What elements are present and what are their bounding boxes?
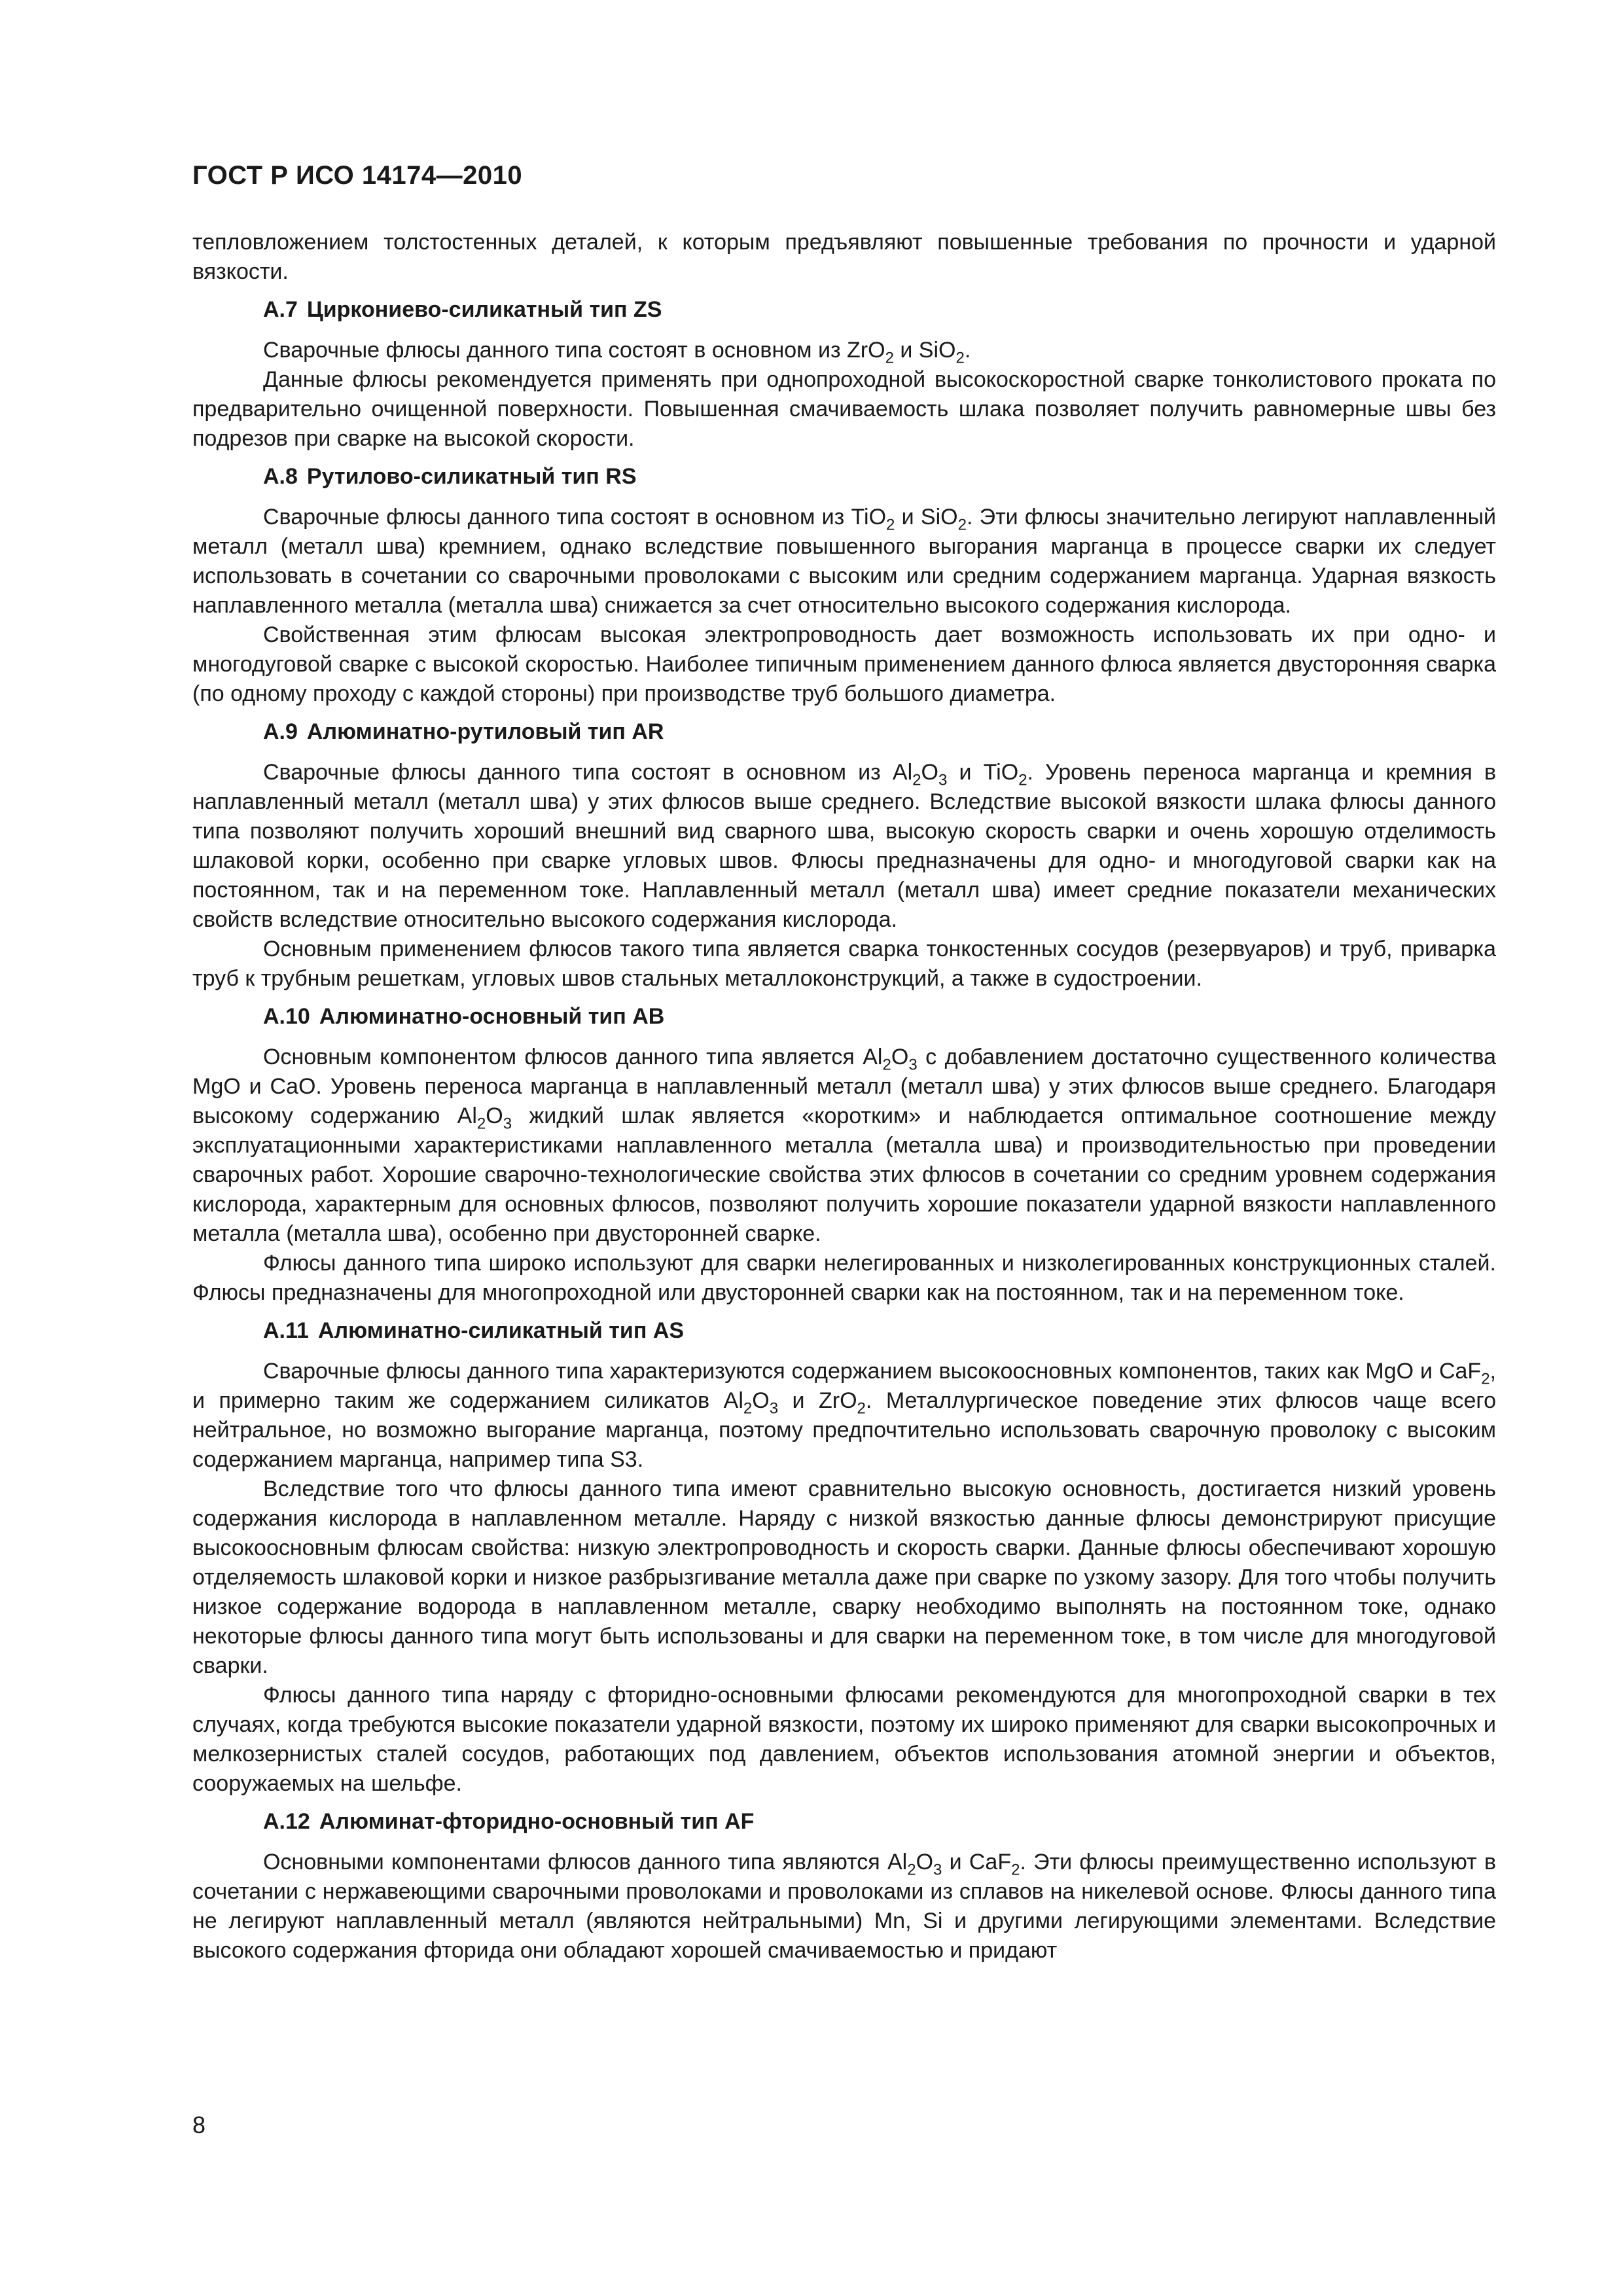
subscript: 2 xyxy=(857,1399,866,1418)
section-heading xyxy=(192,295,1496,325)
section-heading xyxy=(192,1807,1496,1837)
subscript: 3 xyxy=(503,1115,512,1133)
paragraph: Вследствие того что флюсы данного типа имеют сравнительно высокую основность, достигается низкий уровень содержания кислорода в наплавленном металле. Наряду с низкой вязкостью данные флюсы демонстрируют присущие высокоосновным флюсам свойства: низкую электропроводность и скорость сварки. Данные флюсы обеспечивают хорошую отделяемость шлаковой корки и низкое разбрызгивание металла даже при сварке по узкому зазору. Для того чтобы получить низкое содержание водорода в наплавленном металле, сварку необходимо выполнять на постоянном токе, однако некоторые флюсы данного типа могут быть использованы и для сварки на переменном токе, в том числе для многодуговой сварки. xyxy=(192,1477,1496,1678)
paragraph: Основными компонентами флюсов данного типа являются $Al_2O_3$ и CaF$_2$. Эти флюсы преимущественно используют в сочетании с нержавеющими сварочными проволоками и проволоками из сплавов на никелевой основе. Флюсы данного типа не легируют наплавленный металл (являются нейтральными) Mn, Si и другими легирующими элементами. Вследствие высокого содержания фторида они обладают хорошей смачиваемостью и придают xyxy=(192,1850,1497,1963)
section-number: А.9 xyxy=(263,719,298,744)
paragraph: Сварочные флюсы данного типа характеризуются содержанием высокоосновных компонентов, таких как MgO и CaF$_2$, и примерно таким же содержанием силикатов $Al_2O_3$ и ZrO$_2$. Металлургическое поведение этих флюсов чаще всего нейтральное, но возможно выгорание марганца, поэтому предпочтительно использовать сварочную проволоку с высоким содержанием марганца, например типа S3. xyxy=(192,1359,1496,1472)
subscript: 2 xyxy=(912,771,921,789)
section-number: А.8 xyxy=(263,464,298,489)
section-title: Алюминатно-основный тип AB xyxy=(319,1004,665,1029)
paragraph: Флюсы данного типа широко используют для сварки нелегированных и низколегированных конструкционных сталей. Флюсы предназначены для многопроходной или двусторонней сварки как на постоянном, так и на переменном токе. xyxy=(192,1251,1496,1305)
subscript: 2 xyxy=(1481,1370,1490,1388)
paragraph: Сварочные флюсы данного типа состоят в основном из ZrO$_2$ и SiO$_2$. xyxy=(263,338,971,367)
subscript: 3 xyxy=(769,1399,779,1418)
subscript: 2 xyxy=(882,1056,891,1074)
section-number: А.11 xyxy=(263,1318,309,1343)
subscript: 2 xyxy=(1011,1861,1020,1879)
subscript: 2 xyxy=(955,349,965,367)
page-number: 8 xyxy=(192,2111,206,2138)
paragraph: Сварочные флюсы данного типа состоят в основном из $Al_2O_3$ и TiO$_2$. Уровень переноса марганца и кремния в наплавленный металл (металл шва) у этих флюсов выше среднего. Вследствие высокой вязкости шлака флюсы данного типа позволяют получить хороший внешний вид сварного шва, высокую скорость сварки и очень хорошую отделимость шлаковой корки, особенно при сварке угловых швов. Флюсы предназначены для одно- и многодуговой сварки как на постоянном, так и на переменном токе. Наплавленный металл (металл шва) имеет средние показатели механических свойств вследствие относительно высокого содержания кислорода. xyxy=(192,760,1497,932)
section-number: А.7 xyxy=(263,297,298,322)
section-title: Алюминатно-рутиловый тип AR xyxy=(306,719,664,744)
section-heading xyxy=(192,462,1496,492)
subscript: 2 xyxy=(885,349,894,367)
paragraph: Данные флюсы рекомендуется применять при однопроходной высокоскоростной сварке тонколистового проката по предварительно очищенной поверхности. Повышенная смачиваемость шлака позволяет получить равномерные швы без подрезов при сварке на высокой скорости. xyxy=(192,367,1496,451)
section-title: Рутилово-силикатный тип RS xyxy=(306,464,637,489)
section-heading xyxy=(192,1002,1496,1031)
section-number: А.10 xyxy=(263,1004,310,1029)
paragraph: Основным применением флюсов такого типа является сварка тонкостенных сосудов (резервуаров) и труб, приварка труб к трубным решеткам, угловых швов стальных металлоконструкций, а также в судостроении. xyxy=(192,937,1496,991)
section-title: Алюминат-фторидно-основный тип AF xyxy=(319,1809,755,1834)
paragraph: Свойственная этим флюсам высокая электропроводность дает возможность использовать их при одно- и многодуговой сварке с высокой скоростью. Наиболее типичным применением данного флюса является двусторонняя сварка (по одному проходу с каждой стороны) при производстве труб большого диаметра. xyxy=(192,622,1496,706)
intro-paragraph: тепловложением толстостенных деталей, к которым предъявляют повышенные требования по прочности и ударной вязкости. xyxy=(192,230,1496,284)
section-a11 xyxy=(192,1316,1496,1799)
subscript: 2 xyxy=(907,1861,916,1879)
paragraph: Сварочные флюсы данного типа состоят в основном из TiO$_2$ и SiO$_2$. Эти флюсы значительно легируют наплавленный металл (металл шва) кремнием, однако вследствие повышенного выгорания марганца в процессе сварки их следует использовать в сочетании со сварочными проволоками с высоким или средним содержанием марганца. Ударная вязкость наплавленного металла (металла шва) снижается за счет относительно высокого содержания кислорода. xyxy=(192,505,1497,618)
subscript: 3 xyxy=(933,1861,942,1879)
subscript: 2 xyxy=(476,1115,486,1133)
paragraph: Основным компонентом флюсов данного типа является $Al_2O_3$ с добавлением достаточно существенного количества MgO и CaO. Уровень переноса марганца в наплавленный металл (металл шва) у этих флюсов выше среднего. Благодаря высокому содержанию $Al_2O_3$ жидкий шлак является «коротким» и наблюдается оптимальное соотношение между эксплуатационными характеристиками наплавленного металла (металла шва) и производительностью при проведении сварочных работ. Хорошие сварочно-технологические свойства этих флюсов в сочетании со средним уровнем содержания кислорода, характерным для основных флюсов, позволяют получить хорошие показатели ударной вязкости наплавленного металла (металла шва), особенно при двусторонней сварке. xyxy=(192,1045,1496,1246)
section-heading xyxy=(192,1316,1496,1346)
page-body xyxy=(192,228,1496,1965)
subscript: 2 xyxy=(743,1399,753,1418)
subscript: 2 xyxy=(957,516,967,534)
section-a7 xyxy=(192,295,1496,454)
section-number: А.12 xyxy=(263,1809,310,1834)
subscript: 3 xyxy=(938,771,948,789)
section-a8 xyxy=(192,462,1496,709)
section-a10 xyxy=(192,1002,1496,1308)
subscript: 2 xyxy=(1018,771,1027,789)
section-title: Алюминатно-силикатный тип AS xyxy=(317,1318,685,1343)
subscript: 3 xyxy=(908,1056,918,1074)
section-a9 xyxy=(192,717,1496,994)
section-a12 xyxy=(192,1807,1496,1965)
section-heading xyxy=(192,717,1496,747)
document-header: ГОСТ Р ИСО 14174—2010 xyxy=(192,161,523,190)
paragraph: Флюсы данного типа наряду с фторидно-основными флюсами рекомендуются для многопроходной сварки в тех случаях, когда требуются высокие показатели ударной вязкости, поэтому их широко применяют для сварки высокопрочных и мелкозернистых сталей сосудов, работающих под давлением, объектов использования атомной энергии и объектов, сооружаемых на шельфе. xyxy=(192,1683,1496,1796)
subscript: 2 xyxy=(886,516,895,534)
section-title: Циркониево-силикатный тип ZS xyxy=(306,297,662,322)
